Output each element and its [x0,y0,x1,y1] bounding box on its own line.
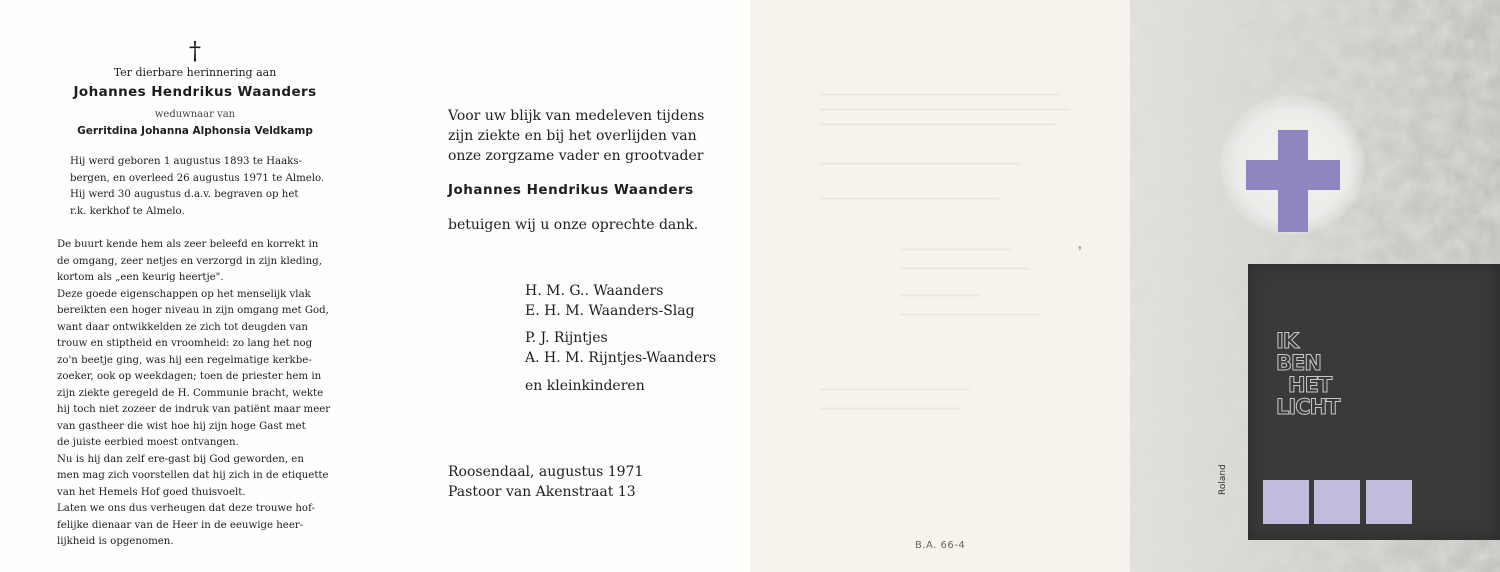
widow-label: weduwnaar van [154,109,236,120]
memorial-intro: Ter dierbare herinnering aan [113,66,277,79]
family-member: E. H. M. Waanders-Slag [525,303,695,319]
embossed-text-line: BEN [1276,351,1321,375]
family-member: P. J. Rijntjes [525,330,608,346]
memorial-panel [0,0,375,572]
spouse-name: Gerritdina Johanna Alphonsia Veldkamp [77,125,313,137]
text-line: onze zorgzame vader en grootvader [448,148,704,164]
family-signatures [525,281,716,396]
embossed-text-line: IK [1276,329,1299,353]
address: Pastoor van Akenstraat 13 [448,484,636,500]
thanks-intro [448,106,738,166]
thanks-statement: betuigen wij u onze oprechte dank. [448,217,699,233]
family-member: H. M. G.. Waanders [525,283,664,299]
text-line: felijke dienaar van de Heer in de eeuwige heer- [57,519,304,531]
place-date: Roosendaal, augustus 1971 [448,464,644,480]
artist-signature: Roland [1218,464,1228,495]
text-line: want daar ontwikkelden ze zich tot deugden van [57,321,308,333]
text-line: men mag zich voorstellen dat hij zich in de etiquette [57,470,329,481]
text-line: zo'n beetje ging, was hij een regelmatige kerkbe- [57,354,312,366]
deceased-name-thanks: Johannes Hendrikus Waanders [448,182,694,198]
text-line: hij toch niet zozeer de indruk van patiënt maar meer [57,404,331,415]
cross-icon-bar [1246,160,1340,190]
text-line: De buurt kende hem als zeer beleefd en korrekt in [57,239,319,250]
text-line: van het Hemels Hof goed thuisvoelt. [57,486,246,498]
text-line: Laten we ons dus verheugen dat deze trouwe hof- [57,503,315,514]
text-line: de juiste eerbied moest ontvangen. [57,437,239,448]
embossed-text-line: HET [1288,373,1332,397]
cross-symbol: † [189,37,201,65]
biography [57,237,342,551]
text-line: kortom als „een keurig heertje". [57,272,224,283]
bleed-through-texture [780,80,1110,413]
family-member: A. H. M. Rijntjes-Waanders [525,350,717,366]
birth-death-details [70,154,342,220]
text-line: zijn ziekte geregeld de H. Communie bracht, wekte [57,387,324,399]
text-line: trouw en stiptheid en vroomheid: zo lang het nog [57,338,313,349]
spacer [525,321,716,328]
text-line: Hij werd 30 augustus d.a.v. begraven op het [70,189,299,200]
card-front-panel [1130,0,1500,572]
thanks-panel [375,0,750,572]
text-line: lijkheid is opgenomen. [57,536,174,547]
text-line: r.k. kerkhof te Almelo. [70,205,185,217]
text-line: zijn ziekte en bij het overlijden van [448,128,697,144]
deceased-name: Johannes Hendrikus Waanders [73,84,317,100]
text-line: bereikten een hoger niveau in zijn omgang met God, [57,305,329,316]
text-line: de omgang, zeer netjes en verzorgd in zijn kleding, [57,255,322,267]
stain-mark: ❜ [1078,244,1082,258]
lavender-square [1263,480,1309,524]
text-line: Nu is hij dan zelf ere-gast bij God geworden, en [57,453,304,465]
print-code: B.A. 66-4 [915,540,966,551]
text-line: bergen, en overleed 26 augustus 1971 te Almelo. [70,172,325,184]
text-line: Deze goede eigenschappen op het menselijk vlak [57,288,311,300]
text-line: Voor uw blijk van medeleven tijdens [448,108,705,124]
text-line: Hij werd geboren 1 augustus 1893 te Haaks- [70,156,303,167]
grandchildren-label: en kleinkinderen [525,378,645,394]
text-line: van gastheer die wist hoe hij zijn hoge Gast met [57,420,306,432]
place-address [448,462,643,502]
embossed-text-line: LICHT [1276,395,1340,419]
lavender-square [1366,480,1412,524]
card-back-panel [750,0,1130,572]
text-line: zoeker, ook op weekdagen; toen de priester hem in [57,371,322,382]
lavender-square [1314,480,1360,524]
